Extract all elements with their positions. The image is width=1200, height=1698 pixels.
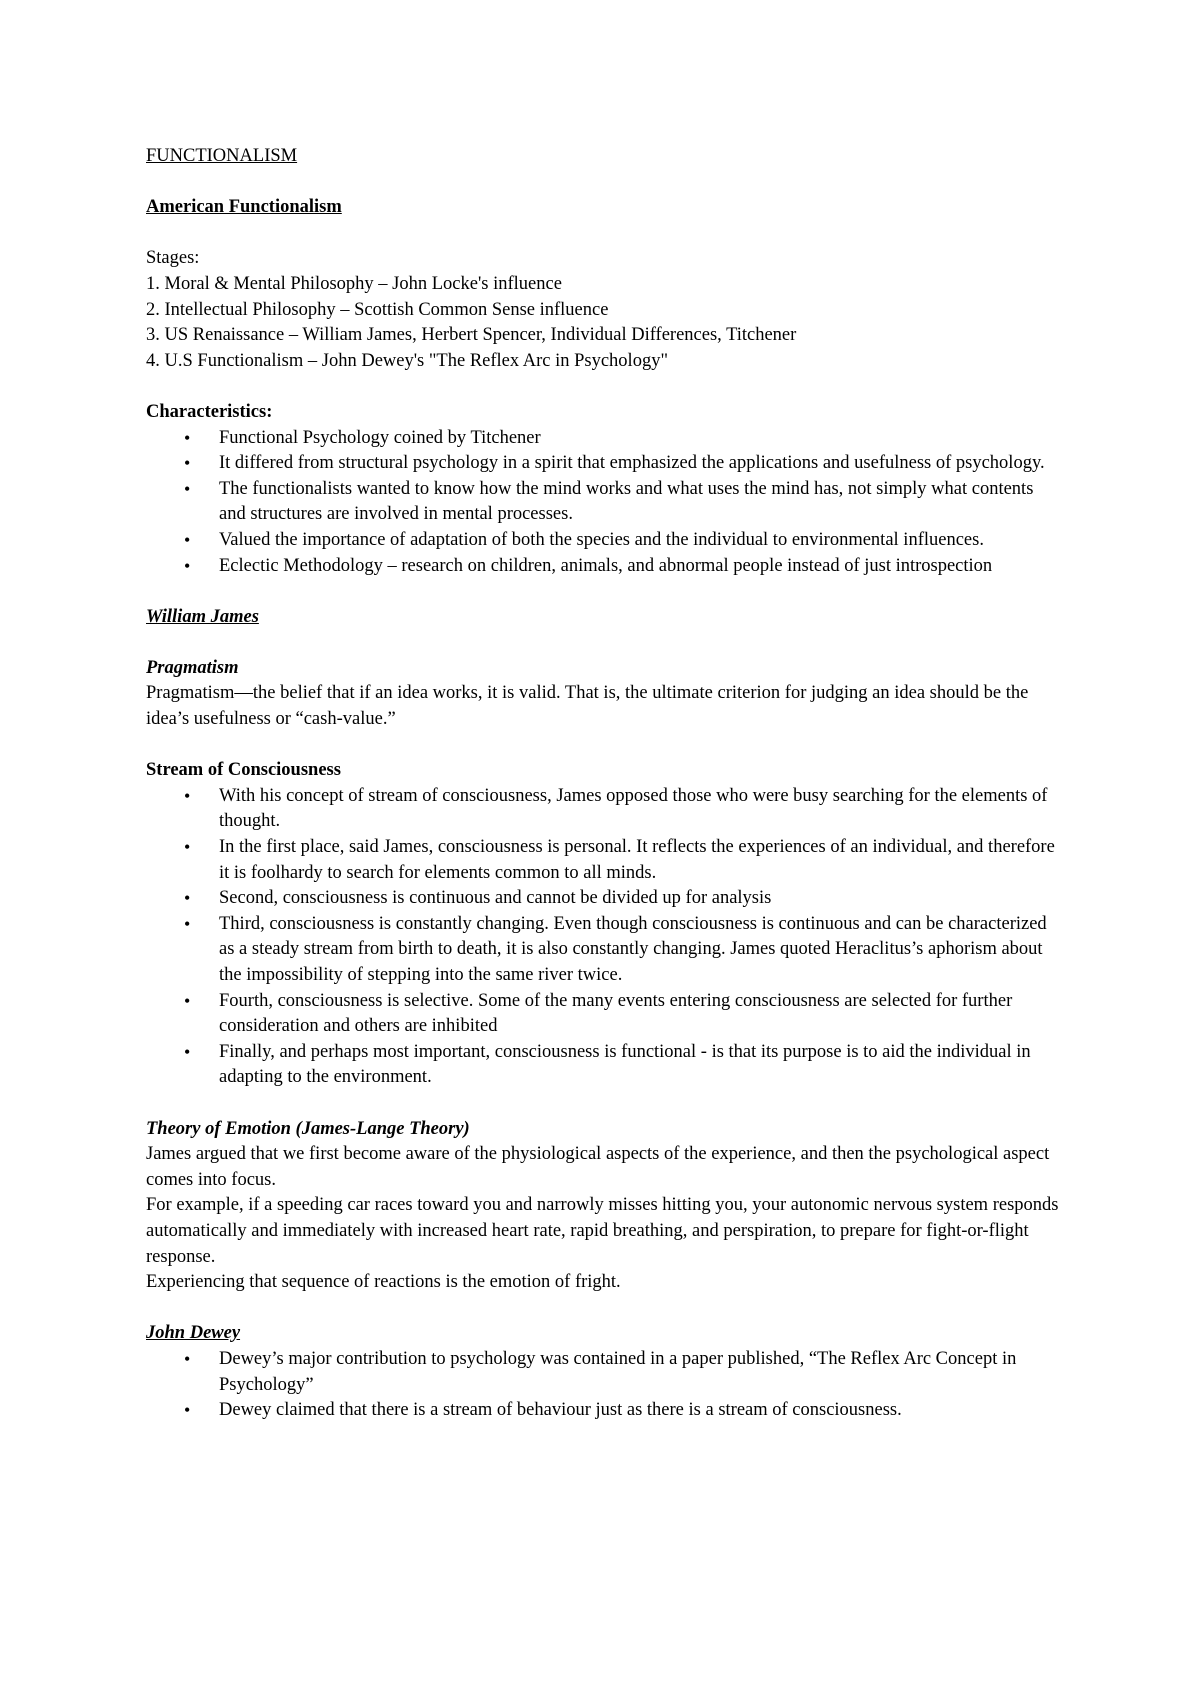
list-item: • Eclectic Methodology – research on children, animals, and abnormal people instead of just introspection [146, 554, 1060, 580]
american-functionalism-heading: American Functionalism [146, 197, 342, 218]
emotion-paragraph: Experiencing that sequence of reactions is the emotion of fright. [146, 1272, 621, 1293]
list-item: • It differed from structural psychology in a spirit that emphasized the applications and usefulness of psychology. [146, 451, 1060, 477]
stages-label: Stages: [146, 248, 200, 269]
emotion-heading: Theory of Emotion (James-Lange Theory) [146, 1118, 470, 1139]
list-item: • Third, consciousness is constantly changing. Even though consciousness is continuous and can be characterized as a steady stream from birth to death, it is also constantly changing. James quoted Heraclitus’s aphorism about the impossibility of stepping into the same river twice. [146, 912, 1060, 989]
stage-item: 3. US Renaissance – William James, Herbert Spencer, Individual Differences, Titchener [146, 325, 797, 346]
list-item: • Second, consciousness is continuous and cannot be divided up for analysis [146, 886, 1060, 912]
john-dewey-heading: John Dewey [146, 1323, 241, 1344]
stream-list [146, 784, 1060, 1091]
stage-item: 2. Intellectual Philosophy – Scottish Common Sense influence [146, 299, 609, 320]
list-item: • Dewey claimed that there is a stream of behaviour just as there is a stream of consciousness. [146, 1398, 1060, 1424]
list-item: • Fourth, consciousness is selective. Some of the many events entering consciousness are selected for further consideration and others are inhibited [146, 989, 1060, 1040]
stage-item: 1. Moral & Mental Philosophy – John Locke's influence [146, 273, 562, 294]
pragmatism-text: Pragmatism—the belief that if an idea works, it is valid. That is, the ultimate criterion for judging an idea should be the idea’s usefulness or “cash-value.” [146, 683, 1029, 730]
emotion-paragraph: James argued that we first become aware of the physiological aspects of the experience, and then the psychological aspect comes into focus. [146, 1144, 1050, 1190]
pragmatism-heading: Pragmatism [146, 657, 239, 678]
list-item: • Dewey’s major contribution to psychology was contained in a paper published, “The Reflex Arc Concept in Psychology” [146, 1347, 1060, 1398]
stages-list [146, 272, 1060, 374]
list-item: • In the first place, said James, consciousness is personal. It reflects the experiences of an individual, and therefore it is foolhardy to search for elements common to all minds. [146, 835, 1060, 886]
characteristics-heading: Characteristics: [146, 401, 273, 422]
list-item: • Finally, and perhaps most important, consciousness is functional - is that its purpose is to aid the individual in adapting to the environment. [146, 1040, 1060, 1091]
list-item: • Functional Psychology coined by Titchener [146, 426, 1060, 452]
stream-heading: Stream of Consciousness [146, 760, 341, 781]
william-james-heading: William James [146, 606, 259, 627]
list-item: • Valued the importance of adaptation of both the species and the individual to environmental influences. [146, 528, 1060, 554]
emotion-paragraph: For example, if a speeding car races toward you and narrowly misses hitting you, your autonomic nervous system responds automatically and immediately with increased heart rate, rapid breathing, and perspiration, to prepare for fight-or-flight response. [146, 1195, 1059, 1267]
stage-item: 4. U.S Functionalism – John Dewey's "The Reflex Arc in Psychology" [146, 350, 669, 371]
william-james-section [146, 605, 1060, 1296]
characteristics-list [146, 426, 1060, 580]
american-functionalism-section [146, 195, 1060, 579]
document-title: FUNCTIONALISM [146, 146, 298, 166]
john-dewey-section [146, 1321, 1060, 1423]
list-item: • With his concept of stream of consciousness, James opposed those who were busy searching for the elements of thought. [146, 784, 1060, 835]
dewey-list [146, 1347, 1060, 1424]
list-item: • The functionalists wanted to know how the mind works and what uses the mind has, not simply what contents and structures are involved in mental processes. [146, 477, 1060, 528]
